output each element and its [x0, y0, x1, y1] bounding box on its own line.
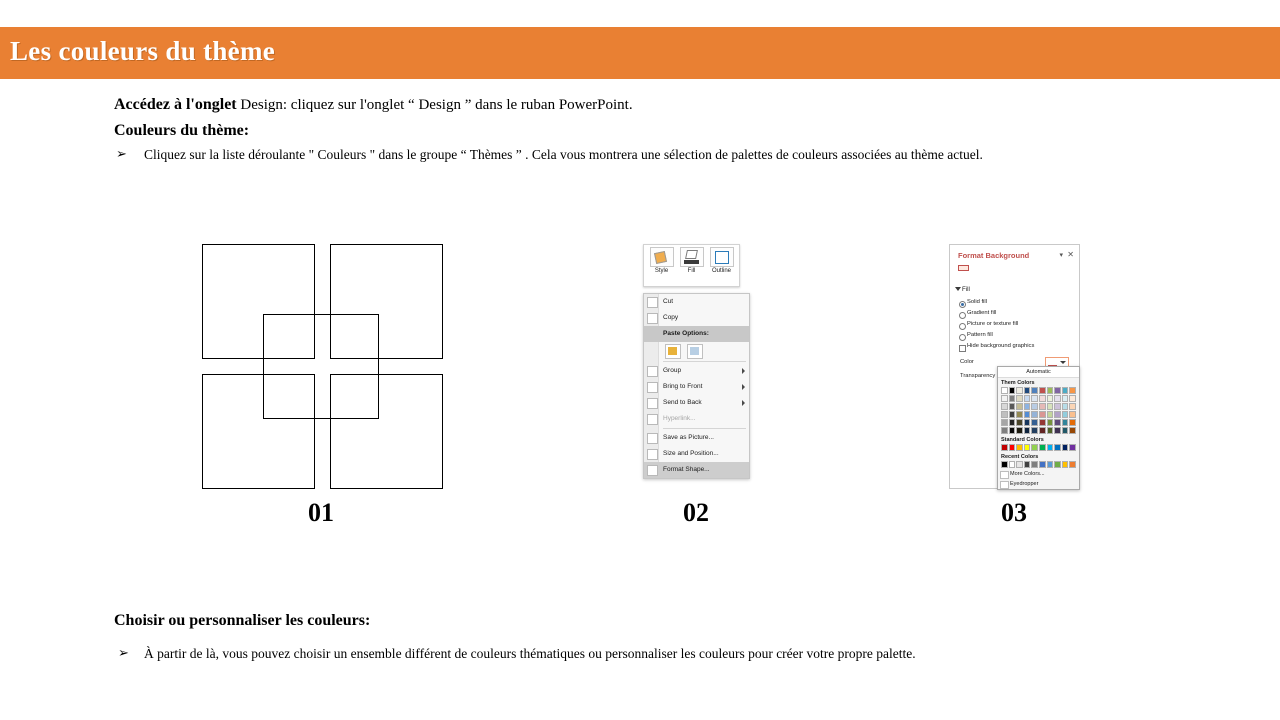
paste-options-row: [644, 342, 749, 360]
theme-tint-swatch[interactable]: [1069, 395, 1076, 402]
recent-swatch[interactable]: [1024, 461, 1031, 468]
theme-tint-swatch[interactable]: [1054, 419, 1061, 426]
context-menu-item-cut[interactable]: [644, 294, 749, 310]
recent-swatch[interactable]: [1062, 461, 1069, 468]
gradient-fill-radio[interactable]: [959, 312, 966, 319]
standard-colors-row: [998, 444, 1079, 452]
theme-swatch[interactable]: [1039, 387, 1046, 394]
chevron-down-icon-color: [1060, 361, 1066, 364]
intro-bold: Accédez à l'onglet: [114, 96, 237, 113]
theme-tint-swatch[interactable]: [1016, 403, 1023, 410]
theme-tint-swatch[interactable]: [1047, 403, 1054, 410]
intro-rest: Design: cliquez sur l'onglet “ Design ” dans le ruban PowerPoint.: [236, 97, 633, 113]
chevron-right-icon-group: [742, 368, 745, 374]
context-menu-item-bring-to-front-label: Bring to Front: [663, 383, 703, 390]
theme-swatch[interactable]: [1054, 387, 1061, 394]
eyedropper-icon: [1000, 481, 1009, 489]
standard-swatch[interactable]: [1069, 444, 1076, 451]
pattern-fill-radio[interactable]: [959, 334, 966, 341]
context-menu-item-send-to-back-label: Send to Back: [663, 399, 702, 406]
theme-tint-row-1: [998, 395, 1079, 403]
theme-tint-swatch[interactable]: [1001, 427, 1008, 434]
color-label: Color: [960, 359, 974, 365]
recent-swatch[interactable]: [1054, 461, 1061, 468]
theme-tint-row-3: [998, 411, 1079, 419]
theme-tint-swatch[interactable]: [1054, 427, 1061, 434]
close-icon[interactable]: ✕: [1067, 250, 1074, 259]
bullet-marker-one: ➢: [116, 146, 127, 161]
color-dropdown: [997, 366, 1080, 490]
theme-tint-swatch[interactable]: [1031, 427, 1038, 434]
mini-toolbar-fill-label: Fill: [687, 268, 696, 274]
gradient-fill-label: Gradient fill: [967, 310, 997, 316]
theme-tint-swatch[interactable]: [1001, 411, 1008, 418]
theme-tint-swatch[interactable]: [1016, 427, 1023, 434]
paste-keep-formatting-icon[interactable]: [665, 344, 681, 359]
theme-tint-swatch[interactable]: [1047, 395, 1054, 402]
shape-style-icon: [650, 247, 674, 267]
eyedropper-label: Eyedropper: [1010, 481, 1039, 487]
context-menu-item-group[interactable]: [644, 363, 749, 379]
solid-fill-label: Solid fill: [967, 299, 987, 305]
hide-background-graphics-label: Hide background graphics: [967, 343, 1035, 349]
transparency-label: Transparency: [960, 373, 996, 379]
theme-tint-swatch[interactable]: [1031, 419, 1038, 426]
theme-tint-swatch[interactable]: [1039, 419, 1046, 426]
theme-swatch[interactable]: [1001, 387, 1008, 394]
more-colors-label: More Colors...: [1010, 471, 1045, 477]
size-position-icon: [647, 449, 658, 460]
theme-tint-swatch[interactable]: [1054, 411, 1061, 418]
mini-toolbar-outline-label: Outline: [711, 268, 731, 274]
context-menu-item-send-to-back[interactable]: [644, 395, 749, 411]
paste-picture-icon[interactable]: [687, 344, 703, 359]
context-menu-item-cut-label: Cut: [663, 298, 674, 305]
group-icon: [647, 366, 658, 377]
context-menu-item-save-as-picture[interactable]: [644, 430, 749, 446]
theme-tint-swatch[interactable]: [1039, 427, 1046, 434]
diagram-rect-center: [263, 314, 379, 419]
theme-tint-swatch[interactable]: [1024, 403, 1031, 410]
context-menu-paste-options-label: Paste Options:: [663, 330, 709, 337]
copy-icon: [647, 313, 658, 324]
context-menu-item-hyperlink: [644, 411, 749, 427]
theme-tint-swatch[interactable]: [1024, 395, 1031, 402]
solid-fill-radio[interactable]: [959, 301, 966, 308]
theme-tint-swatch[interactable]: [1016, 395, 1023, 402]
theme-tint-swatch[interactable]: [1069, 427, 1076, 434]
theme-swatch[interactable]: [1024, 387, 1031, 394]
theme-tint-swatch[interactable]: [1024, 411, 1031, 418]
paint-bucket-icon[interactable]: [958, 263, 968, 271]
fill-bucket-icon: [680, 247, 704, 267]
theme-tint-swatch[interactable]: [1031, 395, 1038, 402]
theme-tint-swatch[interactable]: [1047, 419, 1054, 426]
standard-swatch[interactable]: [1039, 444, 1046, 451]
theme-tint-swatch[interactable]: [1009, 419, 1016, 426]
theme-tint-swatch[interactable]: [1062, 411, 1069, 418]
chevron-down-icon-fill[interactable]: [955, 287, 961, 291]
standard-swatch[interactable]: [1009, 444, 1016, 451]
format-background-pane: [949, 244, 1080, 489]
recent-colors-label: Recent Colors: [1001, 454, 1039, 460]
theme-swatch[interactable]: [1016, 387, 1023, 394]
theme-swatch[interactable]: [1062, 387, 1069, 394]
context-menu-item-save-as-picture-label: Save as Picture...: [663, 434, 714, 441]
recent-swatch[interactable]: [1031, 461, 1038, 468]
hide-background-graphics-checkbox[interactable]: [959, 345, 966, 352]
standard-swatch[interactable]: [1047, 444, 1054, 451]
context-menu: [643, 293, 750, 479]
theme-tint-swatch[interactable]: [1054, 395, 1061, 402]
theme-tint-swatch[interactable]: [1009, 411, 1016, 418]
mini-toolbar-outline-button[interactable]: [707, 247, 736, 274]
recent-swatch[interactable]: [1039, 461, 1046, 468]
theme-tint-swatch[interactable]: [1039, 403, 1046, 410]
context-menu-item-copy[interactable]: [644, 310, 749, 326]
recent-swatch[interactable]: [1001, 461, 1008, 468]
bullet-text-two: À partir de là, vous pouvez choisir un ensemble différent de couleurs thématiques ou personnaliser les couleurs pour créer votre propre palette.: [144, 646, 916, 661]
context-menu-item-hyperlink-label: Hyperlink...: [663, 415, 696, 422]
caption-three: 03: [1001, 498, 1027, 527]
mini-toolbar-style-button[interactable]: [647, 247, 676, 274]
standard-swatch[interactable]: [1024, 444, 1031, 451]
recent-swatch[interactable]: [1016, 461, 1023, 468]
standard-swatch[interactable]: [1062, 444, 1069, 451]
recent-swatch[interactable]: [1047, 461, 1054, 468]
chevron-right-icon-front: [742, 384, 745, 390]
format-shape-icon: [647, 465, 658, 476]
theme-tint-swatch[interactable]: [1054, 403, 1061, 410]
context-menu-item-format-shape[interactable]: [644, 462, 749, 478]
figure-two-context-menu: [643, 244, 748, 488]
theme-swatch[interactable]: [1069, 387, 1076, 394]
theme-tint-row-2: [998, 403, 1079, 411]
theme-tint-swatch[interactable]: [1069, 411, 1076, 418]
context-menu-paste-options-header: [644, 326, 749, 342]
send-back-icon: [647, 398, 658, 409]
theme-tint-swatch[interactable]: [1016, 419, 1023, 426]
shape-outline-icon: [710, 247, 734, 267]
theme-tint-swatch[interactable]: [1031, 403, 1038, 410]
standard-swatch[interactable]: [1054, 444, 1061, 451]
theme-tint-swatch[interactable]: [1001, 395, 1008, 402]
theme-tint-swatch[interactable]: [1062, 419, 1069, 426]
context-menu-separator-two: [663, 428, 746, 429]
theme-colors-row: [998, 387, 1079, 395]
theme-tint-swatch[interactable]: [1069, 403, 1076, 410]
theme-colors-label: Them Colors: [1001, 380, 1035, 386]
context-menu-separator-one: [663, 361, 746, 362]
theme-tint-swatch[interactable]: [1039, 395, 1046, 402]
theme-tint-swatch[interactable]: [1009, 395, 1016, 402]
caption-one: 01: [308, 498, 334, 527]
bring-front-icon: [647, 382, 658, 393]
theme-tint-swatch[interactable]: [1062, 403, 1069, 410]
theme-tint-row-4: [998, 419, 1079, 427]
minimize-icon[interactable]: ▾: [1059, 252, 1063, 259]
bullet-text-one: Cliquez sur la liste déroulante " Couleurs " dans le groupe “ Thèmes ” . Cela vous montrera une sélection de palettes de couleurs associées au thème actuel.: [144, 147, 983, 162]
format-background-title: Format Background: [958, 251, 1030, 260]
save-picture-icon: [647, 433, 658, 444]
footer-heading: Choisir ou personnaliser les couleurs:: [114, 612, 371, 629]
context-menu-item-size-and-position[interactable]: [644, 446, 749, 462]
recent-colors-row: [998, 461, 1079, 469]
theme-tint-swatch[interactable]: [1001, 403, 1008, 410]
theme-tint-swatch[interactable]: [1001, 419, 1008, 426]
recent-swatch[interactable]: [1069, 461, 1076, 468]
mini-toolbar-fill-button[interactable]: [677, 247, 706, 274]
picture-texture-fill-label: Picture or texture fill: [967, 321, 1019, 327]
standard-swatch[interactable]: [1016, 444, 1023, 451]
theme-tint-row-5: [998, 427, 1079, 435]
page-title: Les couleurs du thème: [10, 36, 276, 66]
theme-tint-swatch[interactable]: [1016, 411, 1023, 418]
hyperlink-icon: [647, 414, 658, 425]
mini-toolbar-style-label: Style: [654, 268, 669, 274]
more-colors-icon: [1000, 471, 1009, 479]
theme-swatch[interactable]: [1031, 387, 1038, 394]
fill-section-header: Fill: [962, 286, 970, 293]
picture-texture-fill-radio[interactable]: [959, 323, 966, 330]
theme-tint-swatch[interactable]: [1024, 427, 1031, 434]
theme-tint-swatch[interactable]: [1009, 403, 1016, 410]
chevron-right-icon-back: [742, 400, 745, 406]
eyedropper-item[interactable]: [998, 479, 1079, 489]
theme-tint-swatch[interactable]: [1069, 419, 1076, 426]
theme-tint-swatch[interactable]: [1062, 427, 1069, 434]
theme-tint-swatch[interactable]: [1031, 411, 1038, 418]
more-colors-item[interactable]: [998, 469, 1079, 479]
caption-two: 02: [683, 498, 709, 527]
context-menu-item-group-label: Group: [663, 367, 682, 374]
standard-swatch[interactable]: [1001, 444, 1008, 451]
figure-one-diagram: [202, 244, 442, 488]
section-subtitle: Couleurs du thème:: [114, 122, 250, 139]
automatic-color-item[interactable]: Automatic: [998, 367, 1079, 378]
context-menu-item-format-shape-label: Format Shape...: [663, 466, 710, 473]
intro-line: [114, 96, 633, 114]
theme-tint-swatch[interactable]: [1047, 427, 1054, 434]
theme-tint-swatch[interactable]: [1039, 411, 1046, 418]
context-menu-item-size-and-position-label: Size and Position...: [663, 450, 719, 457]
mini-toolbar: [643, 244, 740, 287]
bullet-marker-two: ➢: [118, 645, 129, 660]
standard-swatch[interactable]: [1031, 444, 1038, 451]
theme-swatch[interactable]: [1009, 387, 1016, 394]
theme-tint-swatch[interactable]: [1047, 411, 1054, 418]
theme-tint-swatch[interactable]: [1024, 419, 1031, 426]
theme-tint-swatch[interactable]: [1062, 395, 1069, 402]
context-menu-item-bring-to-front[interactable]: [644, 379, 749, 395]
context-menu-item-copy-label: Copy: [663, 314, 679, 321]
pattern-fill-label: Pattern fill: [967, 332, 993, 338]
recent-swatch[interactable]: [1009, 461, 1016, 468]
theme-swatch[interactable]: [1047, 387, 1054, 394]
standard-colors-label: Standard Colors: [1001, 437, 1044, 443]
scissors-icon: [647, 297, 658, 308]
theme-tint-swatch[interactable]: [1009, 427, 1016, 434]
